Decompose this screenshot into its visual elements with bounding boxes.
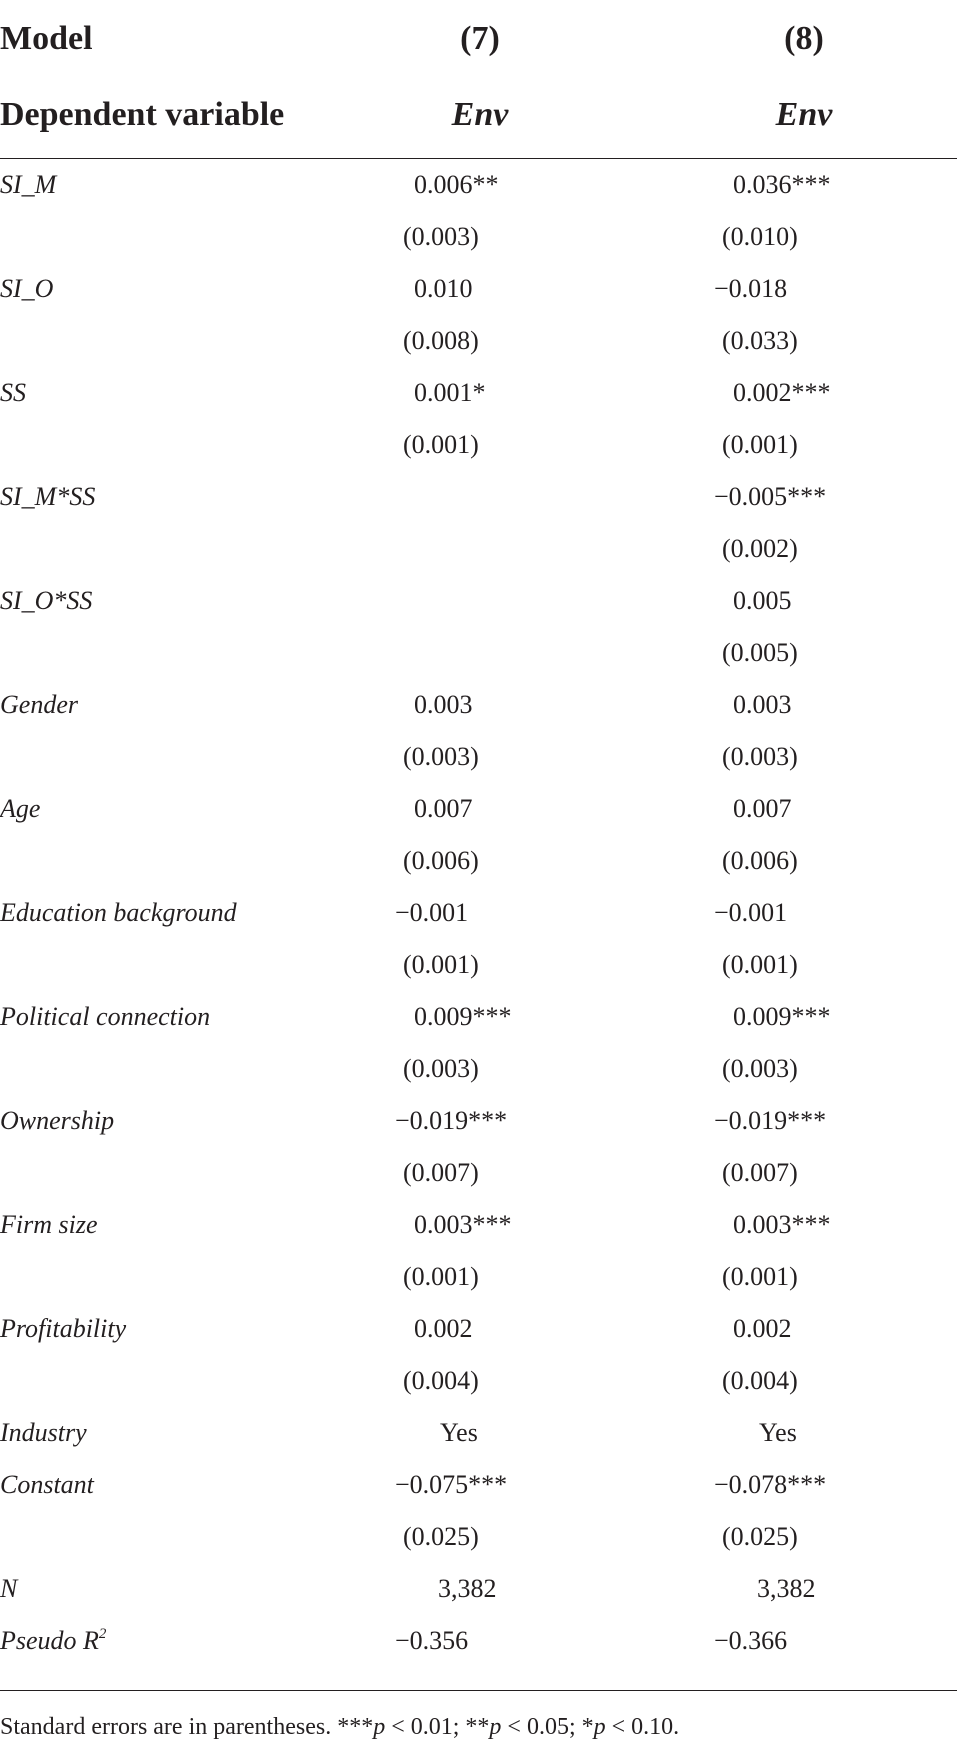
cell-model-8: −0.001: [714, 898, 788, 927]
table-row: [0, 470, 957, 522]
cell-model-8: (0.001): [722, 1262, 798, 1291]
table-row: [0, 522, 957, 574]
cell-model-8: −0.005***: [714, 482, 827, 511]
cell-model-8: (0.025): [722, 1522, 798, 1551]
cell-model-8: 0.003***: [733, 1210, 831, 1239]
cell-model-7: 0.003: [414, 690, 473, 719]
footnote-p1: p: [373, 1714, 386, 1740]
cell-model-7: (0.003): [403, 1054, 479, 1083]
row-label: [0, 274, 53, 304]
cell-model-8: Yes: [759, 1418, 797, 1447]
table-row: [0, 1458, 957, 1510]
row-label: [0, 1210, 98, 1240]
cell-model-8: (0.005): [722, 638, 798, 667]
footnote-lead: Standard errors are in parentheses. ***: [0, 1714, 374, 1740]
table-row: [0, 678, 957, 730]
header-row-dependent: [0, 78, 957, 156]
row-label: [0, 1470, 94, 1500]
row-label-text: Firm size: [0, 1210, 98, 1239]
cell-model-7: 3,382: [438, 1574, 497, 1603]
cell-model-8: 0.005: [733, 586, 792, 615]
cell-model-8: (0.003): [722, 1054, 798, 1083]
cell-model-8: 0.003: [733, 690, 792, 719]
cell-model-8: −0.019***: [714, 1106, 827, 1135]
cell-model-7: (0.004): [403, 1366, 479, 1395]
cell-model-7: −0.001: [395, 898, 469, 927]
row-label-text: SI_O: [0, 274, 54, 303]
cell-model-8: 0.002: [733, 1314, 792, 1343]
cell-model-7: 0.010: [414, 274, 473, 303]
table-row: [0, 1406, 957, 1458]
footnote-mid2: < 0.05; *: [501, 1714, 594, 1740]
row-label: [0, 170, 56, 200]
table-row: [0, 1354, 957, 1406]
table-row: [0, 1562, 957, 1614]
row-label-text: Ownership: [0, 1106, 115, 1135]
cell-model-8: 0.007: [733, 794, 792, 823]
cell-model-8: −0.078***: [714, 1470, 827, 1499]
cell-model-8: (0.004): [722, 1366, 798, 1395]
cell-model-7: 0.006**: [414, 170, 499, 199]
row-label: [0, 1574, 17, 1604]
row-label-text: Political connection: [0, 1002, 211, 1031]
table-row: [0, 366, 957, 418]
row-label-text: SI_O*SS: [0, 586, 93, 615]
row-label: [0, 1314, 126, 1344]
table-row: [0, 1146, 957, 1198]
cell-model-7: −0.356: [395, 1626, 469, 1655]
row-label: [0, 1002, 210, 1032]
cell-model-7: 0.007: [414, 794, 473, 823]
cell-model-7: (0.025): [403, 1522, 479, 1551]
table-body: [0, 158, 957, 1666]
header-dependent-col7: Env: [451, 96, 509, 133]
footnote-p2: p: [489, 1714, 502, 1740]
cell-model-8: 0.009***: [733, 1002, 831, 1031]
cell-model-8: (0.007): [722, 1158, 798, 1187]
cell-model-8: 0.002***: [733, 378, 831, 407]
table-row: [0, 210, 957, 262]
table-row: [0, 158, 957, 210]
cell-model-8: (0.006): [722, 846, 798, 875]
table-row: [0, 782, 957, 834]
row-label-text: Age: [0, 794, 41, 823]
row-label-text: Profitability: [0, 1314, 127, 1343]
cell-model-7: 0.003***: [414, 1210, 512, 1239]
cell-model-7: 0.009***: [414, 1002, 512, 1031]
footnote-mid1: < 0.01; **: [385, 1714, 490, 1740]
footnote-p3: p: [593, 1714, 606, 1740]
row-label-text: Constant: [0, 1470, 94, 1499]
table-row: [0, 886, 957, 938]
table-row: [0, 834, 957, 886]
row-label-text: Industry: [0, 1418, 87, 1447]
cell-model-8: (0.002): [722, 534, 798, 563]
table-row: [0, 1250, 957, 1302]
header-model-label: Model: [0, 20, 93, 57]
table-row: [0, 990, 957, 1042]
header-dependent-col8: Env: [775, 96, 833, 133]
row-label: [0, 482, 95, 512]
row-label: [0, 1106, 114, 1136]
cell-model-7: (0.001): [403, 950, 479, 979]
table-footnote: [0, 1714, 679, 1741]
row-label: [0, 898, 237, 928]
row-label-superscript: 2: [98, 1626, 107, 1642]
table-row: [0, 262, 957, 314]
row-label-text: Pseudo R: [0, 1626, 99, 1655]
cell-model-7: (0.008): [403, 326, 479, 355]
cell-model-8: (0.010): [722, 222, 798, 251]
table-row: [0, 574, 957, 626]
table-row: [0, 938, 957, 990]
cell-model-8: (0.001): [722, 950, 798, 979]
table-row: [0, 1198, 957, 1250]
cell-model-7: (0.001): [403, 430, 479, 459]
cell-model-8: 3,382: [757, 1574, 816, 1603]
table-bottom-rule: [0, 1690, 957, 1691]
cell-model-8: −0.018: [714, 274, 788, 303]
footnote-tail: < 0.10.: [605, 1714, 680, 1740]
cell-model-8: 0.036***: [733, 170, 831, 199]
cell-model-7: −0.075***: [395, 1470, 508, 1499]
table-row: [0, 418, 957, 470]
cell-model-8: (0.001): [722, 430, 798, 459]
cell-model-8: (0.003): [722, 742, 798, 771]
cell-model-8: (0.033): [722, 326, 798, 355]
cell-model-8: −0.366: [714, 1626, 788, 1655]
table-row: [0, 1510, 957, 1562]
row-label: [0, 690, 78, 720]
row-label: [0, 1418, 87, 1448]
row-label: [0, 1626, 106, 1656]
row-label-text: SI_M: [0, 170, 57, 199]
header-row-model: [0, 0, 957, 78]
table-row: [0, 1042, 957, 1094]
row-label-text: Gender: [0, 690, 78, 719]
cell-model-7: (0.003): [403, 742, 479, 771]
cell-model-7: (0.003): [403, 222, 479, 251]
row-label: [0, 378, 26, 408]
header-model-col8: (8): [784, 20, 824, 57]
table-row: [0, 1614, 957, 1666]
cell-model-7: (0.001): [403, 1262, 479, 1291]
row-label-text: SI_M*SS: [0, 482, 96, 511]
row-label: [0, 794, 40, 824]
header-dependent-label: Dependent variable: [0, 96, 285, 133]
cell-model-7: (0.006): [403, 846, 479, 875]
cell-model-7: (0.007): [403, 1158, 479, 1187]
row-label-text: Education background: [0, 898, 237, 927]
header-model-col7: (7): [460, 20, 500, 57]
cell-model-7: 0.002: [414, 1314, 473, 1343]
table-row: [0, 730, 957, 782]
table-row: [0, 626, 957, 678]
row-label-text: N: [0, 1574, 18, 1603]
cell-model-7: −0.019***: [395, 1106, 508, 1135]
cell-model-7: Yes: [440, 1418, 478, 1447]
table-row: [0, 314, 957, 366]
table-row: [0, 1302, 957, 1354]
table-row: [0, 1094, 957, 1146]
row-label: [0, 586, 92, 616]
row-label-text: SS: [0, 378, 26, 407]
cell-model-7: 0.001*: [414, 378, 486, 407]
